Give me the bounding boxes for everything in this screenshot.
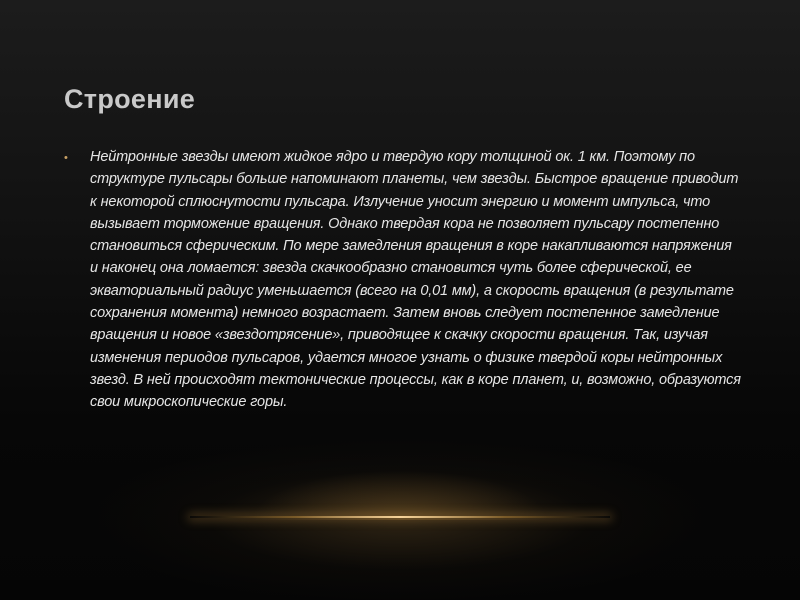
- bullet-item: [64, 146, 744, 414]
- slide-content: [64, 146, 744, 414]
- decorative-glow-line: [190, 516, 610, 518]
- bullet-text: Нейтронные звезды имеют жидкое ядро и твердую кору толщиной ок. 1 км. Поэтому по структуре пульсары больше напоминают планеты, чем звезды. Быстрое вращение приводит к некоторой сплюснутости пульсара. Излучение уносит энергию и момент импульса, что вызывает торможение вращения. Однако твердая кора не позволяет пульсару постепенно становиться сферическим. По мере замедления вращения в коре накапливаются напряжения и наконец она ломается: звезда скачкообразно становится чуть более сферической, ее экваториальный радиус уменьшается (всего на 0,01 мм), а скорость вращения (в результате сохранения момента) немного возрастает. Затем вновь следует постепенное замедление вращения и новое «звездотрясение», приводящее к скачку скорости вращения. Так, изучая изменения периодов пульсаров, удается многое узнать о физике твердой коры нейтронных звезд. В ней происходят тектонические процессы, как в коре планет, и, возможно, образуются свои микроскопические горы.: [90, 149, 741, 411]
- slide-title: Строение: [64, 84, 196, 114]
- bullet-icon: •: [64, 152, 68, 164]
- decorative-glow-bloom: [250, 470, 550, 520]
